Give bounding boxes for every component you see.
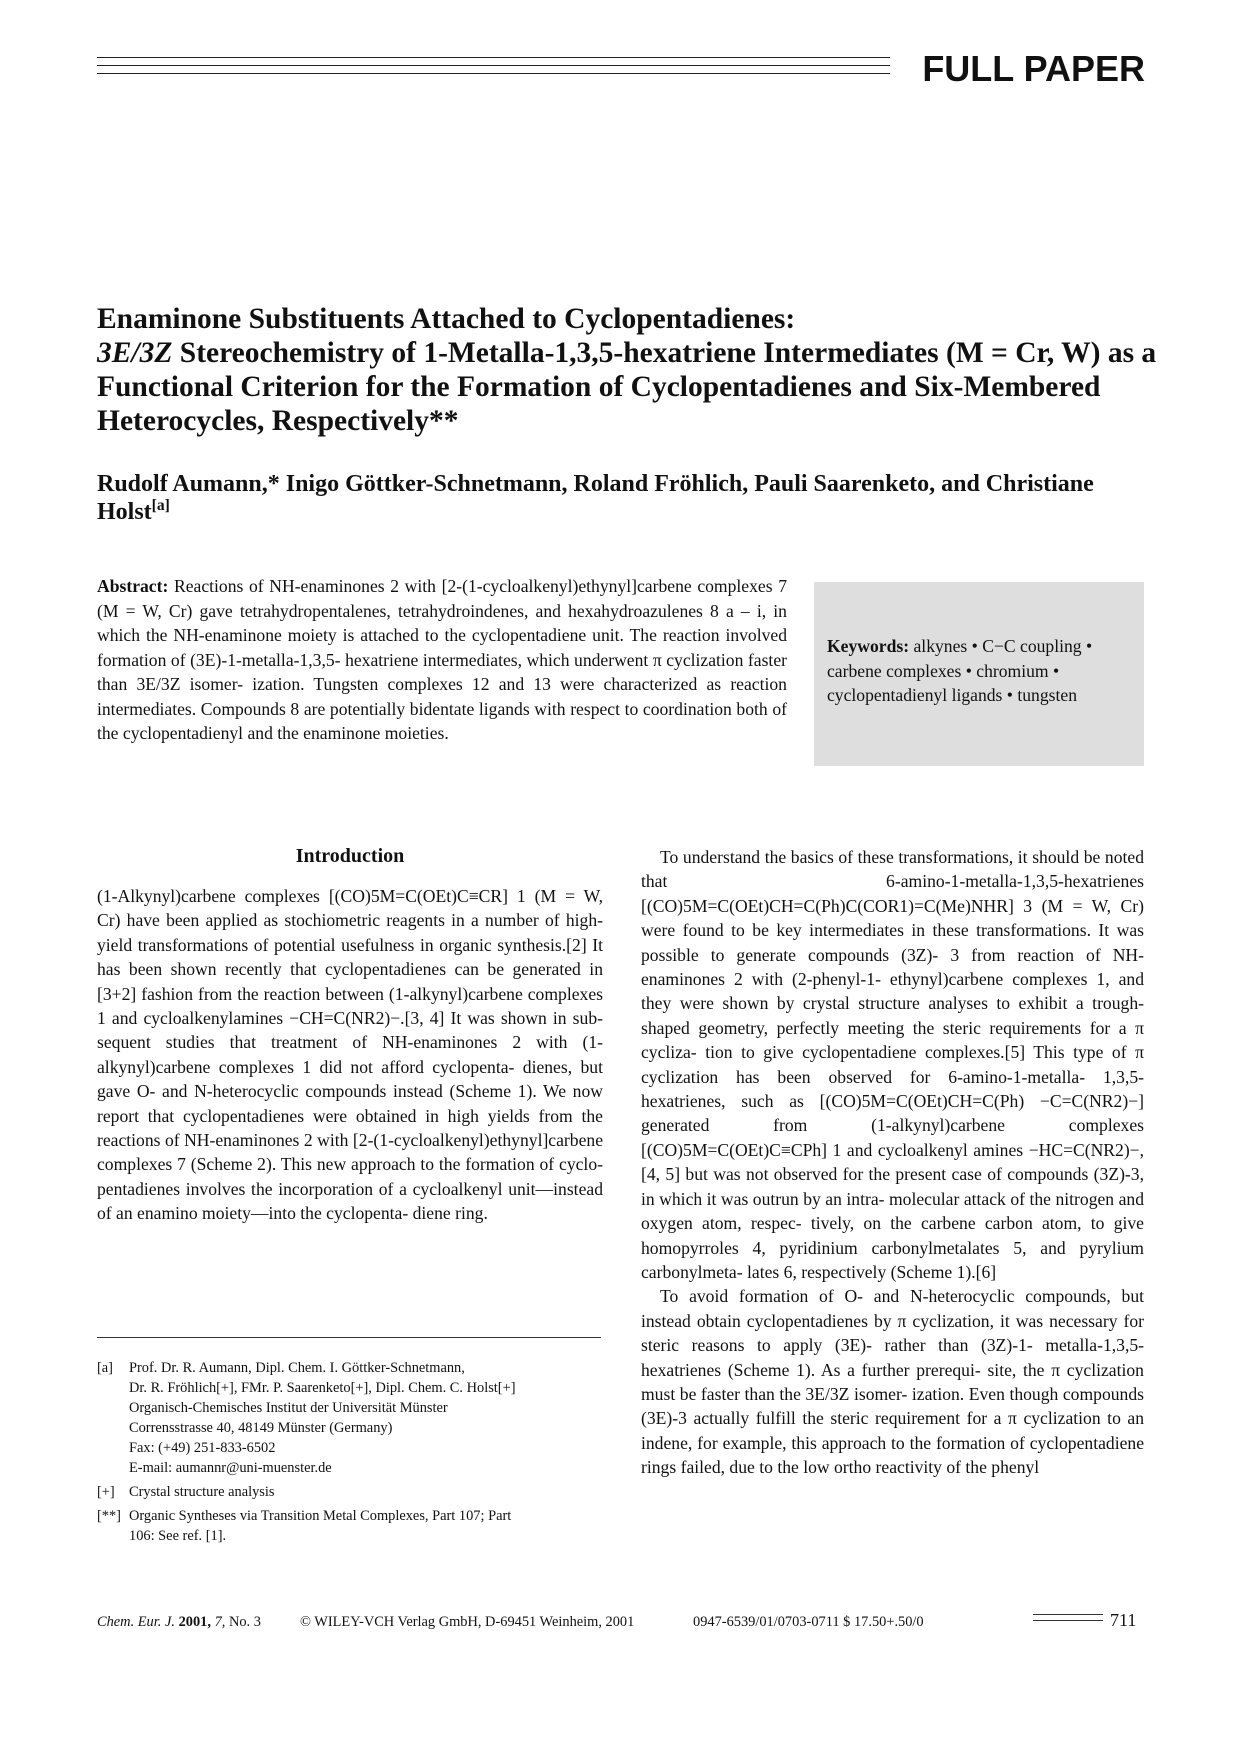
text-line: perfectly meeting the steric requirements for a π cycliza- [641,1017,1144,1063]
title-italic: 3E/3Z [97,337,173,369]
footnote-mark: [**] [97,1508,121,1524]
footer-citation [97,1614,261,1631]
text-line: site, the π cyclization must be faster than the 3E/3Z isomer- [641,1359,1144,1404]
journal-volume: 7, [214,1614,226,1630]
footnote-line: Crystal structure analysis [129,1484,275,1500]
keyword: cyclopentadienyl ligands [827,685,1003,705]
footer-issn: 0947-6539/01/0703-0711 $ 17.50+.50/0 [693,1614,924,1630]
abstract-label: Abstract: [97,576,169,596]
text-line: structure analyses to exhibit a trough-shaped geometry, [641,993,1144,1038]
title-lead: Enaminone Substituents Attached to Cyclopentadienes: [97,303,796,335]
text-line: dienes, but gave O- and N-heterocyclic compounds instead [97,1056,603,1102]
text-line: sequent studies that treatment of NH-enaminones 2 with [97,1032,568,1053]
text-line: transformations. It was possible to generate compounds (3Z)- [641,920,1144,965]
journal-year: 2001, [178,1614,211,1630]
footnote-mark: [a] [97,1360,113,1376]
text-line: (1-Alkynyl)carbene complexes [(CO)5M=C(OEt)C≡CR] 1 [97,886,526,906]
text-line: number of high-yield transformations of potential usefulness [97,910,603,955]
text-line: in organic synthesis.[2] It has been shown recently that [97,934,603,980]
footnote [97,1506,602,1546]
text-line: the reaction between (1-alkynyl)carbene complexes 1 and [97,983,603,1029]
text-line: of compounds (3Z)-3, in which it was outrun by an intra- [641,1164,1144,1209]
text-line: should be noted that 6-amino-1-metalla-1,3,5-hexatrienes [641,847,1144,892]
title-rest: Stereochemistry of 1-Metalla-1,3,5-hexatriene Intermediates (M = Cr, W) as a Functional Criterion for the Formation of Cyclopentadienes and Six-Membered Heterocycles, Respectively** [97,337,1157,437]
footnote-body [129,1358,602,1478]
page-number-rules [1033,1614,1103,1626]
intro-right-column [641,845,1144,1480]
section-heading: Introduction [295,845,405,867]
text-line: 1,3,5-hexatrienes, such as [(CO)5M=C(OEt)CH=C(Ph) [641,1066,1144,1112]
text-line: molecular attack of the nitrogen and oxygen atom, respec- [641,1188,1144,1234]
intro-left-column [97,884,603,1226]
header-rules [97,57,890,81]
text-line: (1-alkynyl)carbene complexes 1 did not afford cyclopenta- [97,1032,603,1077]
footnote-mark: [+] [97,1484,115,1500]
text-line: ization. Even though compounds (3E)-3 actually fulfill the [641,1383,1144,1429]
text-line: To avoid formation of O- and N-heterocyclic compounds, [660,1286,1111,1307]
text-line: pyridinium carbonylmetalates 5, and pyrylium carbonylmeta- [641,1237,1144,1282]
abstract-body [97,576,787,743]
footnote-line: Dr. R. Fröhlich[+], FMr. P. Saarenketo[+], Dipl. Chem. C. Holst[+] [129,1380,516,1396]
text-line: 3 from reaction of NH-enaminones 2 with (2-phenyl-1- [641,944,1144,990]
footnote-line: 106: See ref. [1]. [129,1528,227,1544]
paragraph [97,884,603,1226]
footnote-line: Prof. Dr. R. Aumann, Dipl. Chem. I. Göttker-Schnetmann, [129,1360,465,1376]
section-label: FULL PAPER [922,48,1145,89]
text-line: (M = W, Cr) were found to be key intermediates in these [641,895,1144,941]
author-list [97,470,1157,526]
footnote [97,1482,602,1502]
text-line: cycloalkenylamines −CH=C(NR2)−.[3, 4] It was shown in sub- [143,1008,603,1029]
text-line: metalla-1,3,5-hexatrienes (Scheme 1). As a further prerequi- [641,1335,1144,1380]
text-line: [(CO)5M=C(OEt)CH=C(Ph)C(COR1)=C(Me)NHR] 3 [641,895,1033,916]
text-line: obtained in high yields from the reactions of NH-enaminones [97,1105,603,1151]
text-line: −C=C(NR2)−] generated from (1-alkynyl)carbene complexes [641,1091,1144,1136]
keyword: chromium [976,660,1049,681]
abstract-line: complexes 7 (M = W, Cr) gave tetrahydropentalenes, tetrahydroindenes, and [97,576,787,621]
footnote-line: Organisch-Chemisches Institut der Universität Münster [129,1400,448,1416]
footnote-rule [97,1337,601,1338]
keyword: alkynes [913,636,968,656]
text-line: pentadienes involves the incorporation of a cycloalkenyl [97,1178,503,1199]
abstract-line: Compounds 8 are potentially bidentate ligands with respect to coordination both of [200,698,787,719]
footer-copyright: © WILEY-VCH Verlag GmbH, D-69451 Weinheim, 2001 [300,1614,635,1630]
keyword: carbene complexes [827,660,962,681]
keyword-separator: • [961,660,977,681]
paragraph [641,1284,1144,1479]
keywords [827,634,1137,708]
keyword-separator: • [1081,636,1093,656]
keywords-label: Keywords: [827,636,910,656]
keyword-separator: • [1048,660,1060,681]
text-line: 2 with [2-(1-cycloalkenyl)ethynyl]carbene complexes 7 [97,1130,603,1175]
footnote-line: Fax: (+49) 251-833-6502 [129,1440,276,1456]
abstract-line: cyclopentadiene unit. The reaction involved formation of (3E)-1-metalla-1,3,5- [97,625,788,670]
author-affiliation-mark: [a] [151,497,170,514]
text-line: necessary for steric reasons to apply (3E)- rather than (3Z)-1- [641,1310,1144,1356]
text-line: tion to give cyclopentadiene complexes.[5] This type of π [705,1042,1144,1063]
text-line: (M = W, Cr) have been applied as stochiometric reagents in a [97,886,604,931]
journal-name: Chem. Eur. J. [97,1614,175,1630]
text-line: cyclization has been observed for 6-amino-1-metalla- [641,1066,1086,1087]
page-number: 711 [1110,1610,1137,1630]
abstract-line: hexatriene intermediates, which underwent π cyclization faster than 3E/3Z isomer- [97,649,787,694]
text-line: (Scheme 2). This new approach to the formation of cyclo- [190,1154,603,1175]
text-line: −HC=C(NR2)−,[4, 5] but was not observed for the present case [641,1139,1144,1185]
text-line: cyclopentadienes can be generated in [3+2] fashion from [97,959,603,1004]
keyword-separator: • [967,636,983,656]
abstract [97,574,787,746]
text-line: unit—instead of an enamino moiety—into the cyclopenta- [97,1178,603,1224]
abstract-line: Reactions of NH-enaminones 2 with [2-(1-cycloalkenyl)ethynyl]carbene [173,576,692,596]
text-line: diene ring. [412,1203,488,1224]
footnotes [97,1358,602,1550]
text-line: To understand the basics of these transformations, it [660,847,1028,867]
keyword: C−C coupling [982,636,1082,656]
text-line: (Scheme 1). We now report that cyclopentadienes were [97,1081,603,1126]
text-line: but instead obtain cyclopentadienes by π cyclization, it was [641,1286,1144,1331]
footnote-body [129,1506,602,1546]
keyword: tungsten [1017,685,1077,705]
abstract-line: hexahydroazulenes 8 a – i, in which the NH-enaminone moiety is attached to the [97,600,787,645]
keyword-separator: • [1002,685,1018,705]
footnote-body [129,1482,602,1502]
text-line: tively, on the carbene carbon atom, to give homopyrroles 4, [641,1213,1144,1258]
footnote-line: Organic Syntheses via Transition Metal Complexes, Part 107; Part [129,1508,512,1524]
article-title [97,302,1157,438]
footnote-line: Corrensstrasse 40, 48149 Münster (Germany) [129,1420,393,1436]
authors: Rudolf Aumann,* Inigo Göttker-Schnetmann, Roland Fröhlich, Pauli Saarenketo, and Christiane Holst [97,471,1094,525]
text-line: lates 6, respectively (Scheme 1).[6] [747,1261,997,1282]
text-line: steric requirement for a π cyclization to an indene, for [641,1408,1145,1453]
text-line: [(CO)5M=C(OEt)C≡CPh] 1 and cycloalkenyl amines [641,1139,1024,1160]
journal-issue: No. 3 [228,1614,261,1630]
paragraph [641,845,1144,1284]
text-line: rings failed, due to the low ortho reactivity of the phenyl [641,1457,1040,1478]
footnote [97,1358,602,1478]
abstract-line: ization. Tungsten complexes 12 and 13 were characterized as reaction intermediates. [97,674,787,719]
text-line: example, this approach to the formation of cyclopentadiene [722,1432,1145,1453]
abstract-line: the cyclopentadienyl and the enaminone moieties. [97,723,449,743]
text-line: ethynyl)carbene complexes 1, and they were shown by crystal [641,969,1144,1014]
footnote-line: E-mail: aumannr@uni-muenster.de [129,1460,332,1476]
